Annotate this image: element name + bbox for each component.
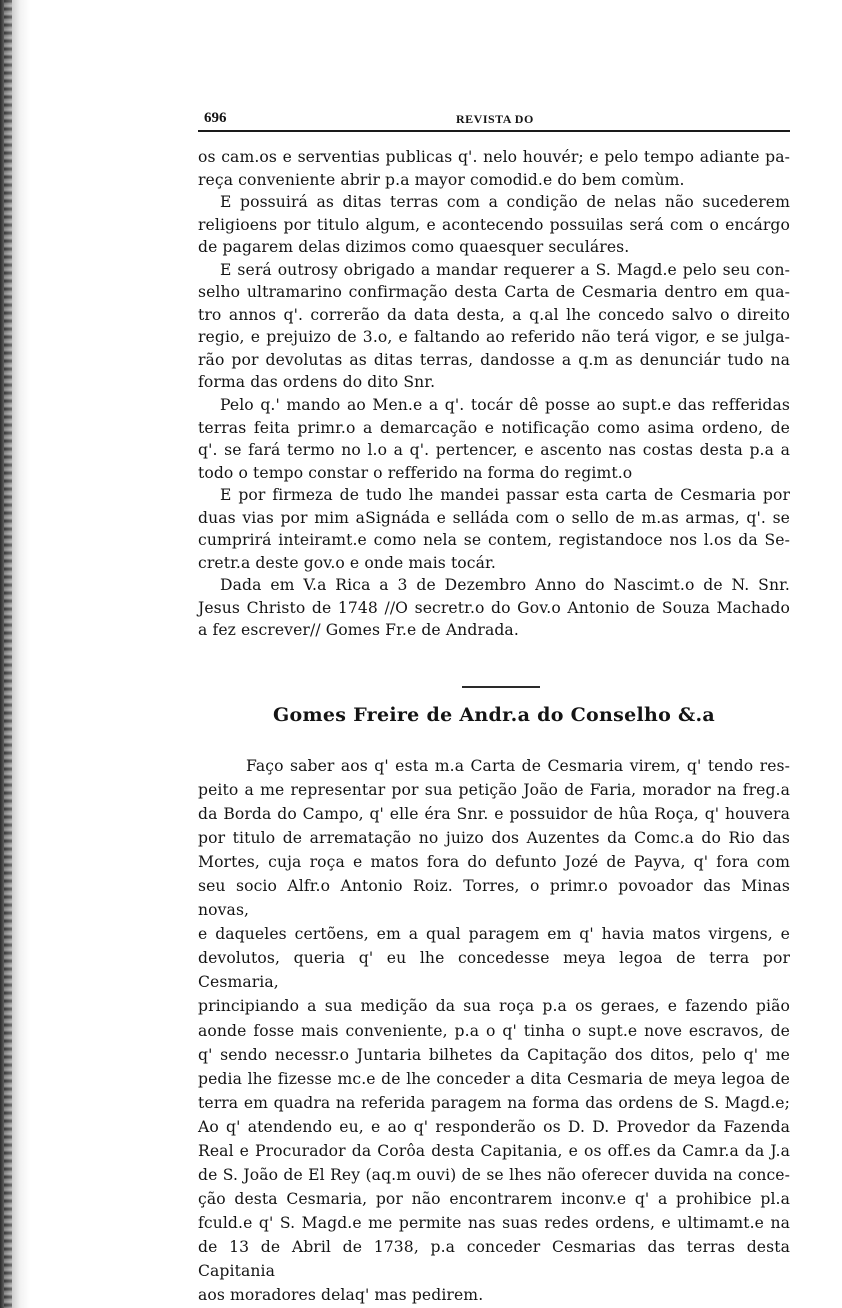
text-line: duas vias por mim aSignáda e selláda com o sello de m.as armas, q'. se xyxy=(198,508,790,527)
text-line: de S. João de El Rey (aq.m ouvi) de se lhes não oferecer duvida na conce- xyxy=(198,1165,790,1184)
text-line: q'. se fará termo no l.o a q'. pertencer, e ascento nas costas desta p.a a xyxy=(198,441,790,460)
text-line: a fez escrever// Gomes Fr.e de Andrada. xyxy=(198,621,519,640)
text-line: tro annos q'. correrão da data desta, a q.al lhe concedo salvo o direito xyxy=(198,305,790,324)
text-line: de pagarem delas dizimos como quaesquer seculáres. xyxy=(198,238,630,257)
text-line: religioens por titulo algum, e acontecendo possuilas será com o encárgo xyxy=(198,215,790,234)
section-divider xyxy=(462,686,540,688)
text-line: peito a me representar por sua petição João de Faria, morador na freg.a xyxy=(198,781,790,800)
section-title: Gomes Freire de Andr.a do Conselho &.a xyxy=(273,704,715,726)
text-line: Jesus Christo de 1748 //O secretr.o do Gov.o Antonio de Souza Machado xyxy=(198,598,790,617)
page-number: 696 xyxy=(204,110,227,126)
text-line: E por firmeza de tudo lhe mandei passar esta carta de Cesmaria por xyxy=(220,486,790,505)
text-line: todo o tempo constar o refferido na forma do regimt.o xyxy=(198,463,633,482)
text-line: E possuirá as ditas terras com a condição de nelas não sucederem xyxy=(220,193,790,212)
text-line: por titulo de arrematação no juizo dos Auzentes da Comc.a do Rio das xyxy=(198,829,790,848)
text-line: ção desta Cesmaria, por não encontrarem inconv.e q' a prohibice pl.a xyxy=(198,1189,790,1208)
text-line: Real e Procurador da Corôa desta Capitania, e os off.es da Camr.a da J.a xyxy=(198,1141,790,1160)
text-line: Ao q' atendendo eu, e ao q' responderão os D. D. Provedor da Fazenda xyxy=(198,1117,790,1136)
text-line: selho ultramarino confirmação desta Carta de Cesmaria dentro em qua- xyxy=(198,283,790,302)
text-line: Faço saber aos q' esta m.a Carta de Cesmaria virem, q' tendo res- xyxy=(246,757,790,775)
text-line: de 13 de Abril de 1738, p.a conceder Cesmarias das terras desta Capitania xyxy=(198,1237,790,1280)
text-line: seu socio Alfr.o Antonio Roiz. Torres, o primr.o povoador das Minas novas, xyxy=(198,877,790,920)
text-line: E será outrosy obrigado a mandar requerer a S. Magd.e pelo seu con- xyxy=(220,260,790,279)
text-line: e daqueles certõens, em a qual paragem em q' havia matos virgens, e xyxy=(198,925,790,944)
text-line: da Borda do Campo, q' elle éra Snr. e possuidor de hûa Roça, q' houvera xyxy=(198,805,790,824)
text-line: Pelo q.' mando ao Men.e a q'. tocár dê posse ao supt.e das refferidas xyxy=(220,396,790,415)
text-line: reça conveniente abrir p.a mayor comodid.e do bem comùm. xyxy=(198,170,685,189)
page-header xyxy=(198,100,790,130)
letter-body xyxy=(198,754,790,1307)
text-line: Mortes, cuja roça e matos fora do defunto Jozé de Payva, q' fora com xyxy=(198,853,790,872)
running-title: REVISTA DO xyxy=(456,112,534,126)
text-line: os cam.os e serventias publicas q'. nelo houvér; e pelo tempo adiante pa- xyxy=(198,148,790,166)
text-line: principiando a sua medição da sua roça p.a os geraes, e fazendo pião xyxy=(198,997,790,1016)
scan-edge-texture xyxy=(4,0,12,1308)
text-line: regio, e prejuizo de 3.o, e faltando ao referido não terá vigor, e se julga- xyxy=(198,328,790,347)
text-line: pedia lhe fizesse mc.e de lhe conceder a dita Cesmaria de meya legoa de xyxy=(198,1069,790,1088)
letter-body-continuation xyxy=(198,146,790,642)
text-line: q' sendo necessr.o Juntaria bilhetes da Capitação dos ditos, pelo q' me xyxy=(198,1045,790,1064)
text-line: cumprirá inteiramt.e como nela se contem, registandoce nos l.os da Se- xyxy=(198,531,790,550)
text-line: devolutos, queria q' eu lhe concedesse meya legoa de terra por Cesmaria, xyxy=(198,949,790,992)
text-line: rão por devolutas as ditas terras, dandosse a q.m as denunciár tudo na xyxy=(198,350,790,369)
text-line: forma das ordens do dito Snr. xyxy=(198,373,436,392)
text-line: aos moradores delaq' mas pedirem. xyxy=(198,1286,484,1305)
header-rule xyxy=(198,130,790,132)
text-line: fculd.e q' S. Magd.e me permite nas suas redes ordens, e ultimamt.e na xyxy=(198,1213,790,1232)
text-line: aonde fosse mais conveniente, p.a o q' tinha o supt.e nove escravos, de xyxy=(198,1021,790,1040)
text-line: terra em quadra na referida paragem na forma das ordens de S. Magd.e; xyxy=(198,1093,790,1112)
text-line: Dada em V.a Rica a 3 de Dezembro Anno do Nascimt.o de N. Snr. xyxy=(220,576,790,595)
text-line: terras feita primr.o a demarcação e notificação como asima ordeno, de xyxy=(198,418,790,437)
text-line: cretr.a deste gov.o e onde mais tocár. xyxy=(198,553,496,572)
document-page xyxy=(198,100,790,1305)
